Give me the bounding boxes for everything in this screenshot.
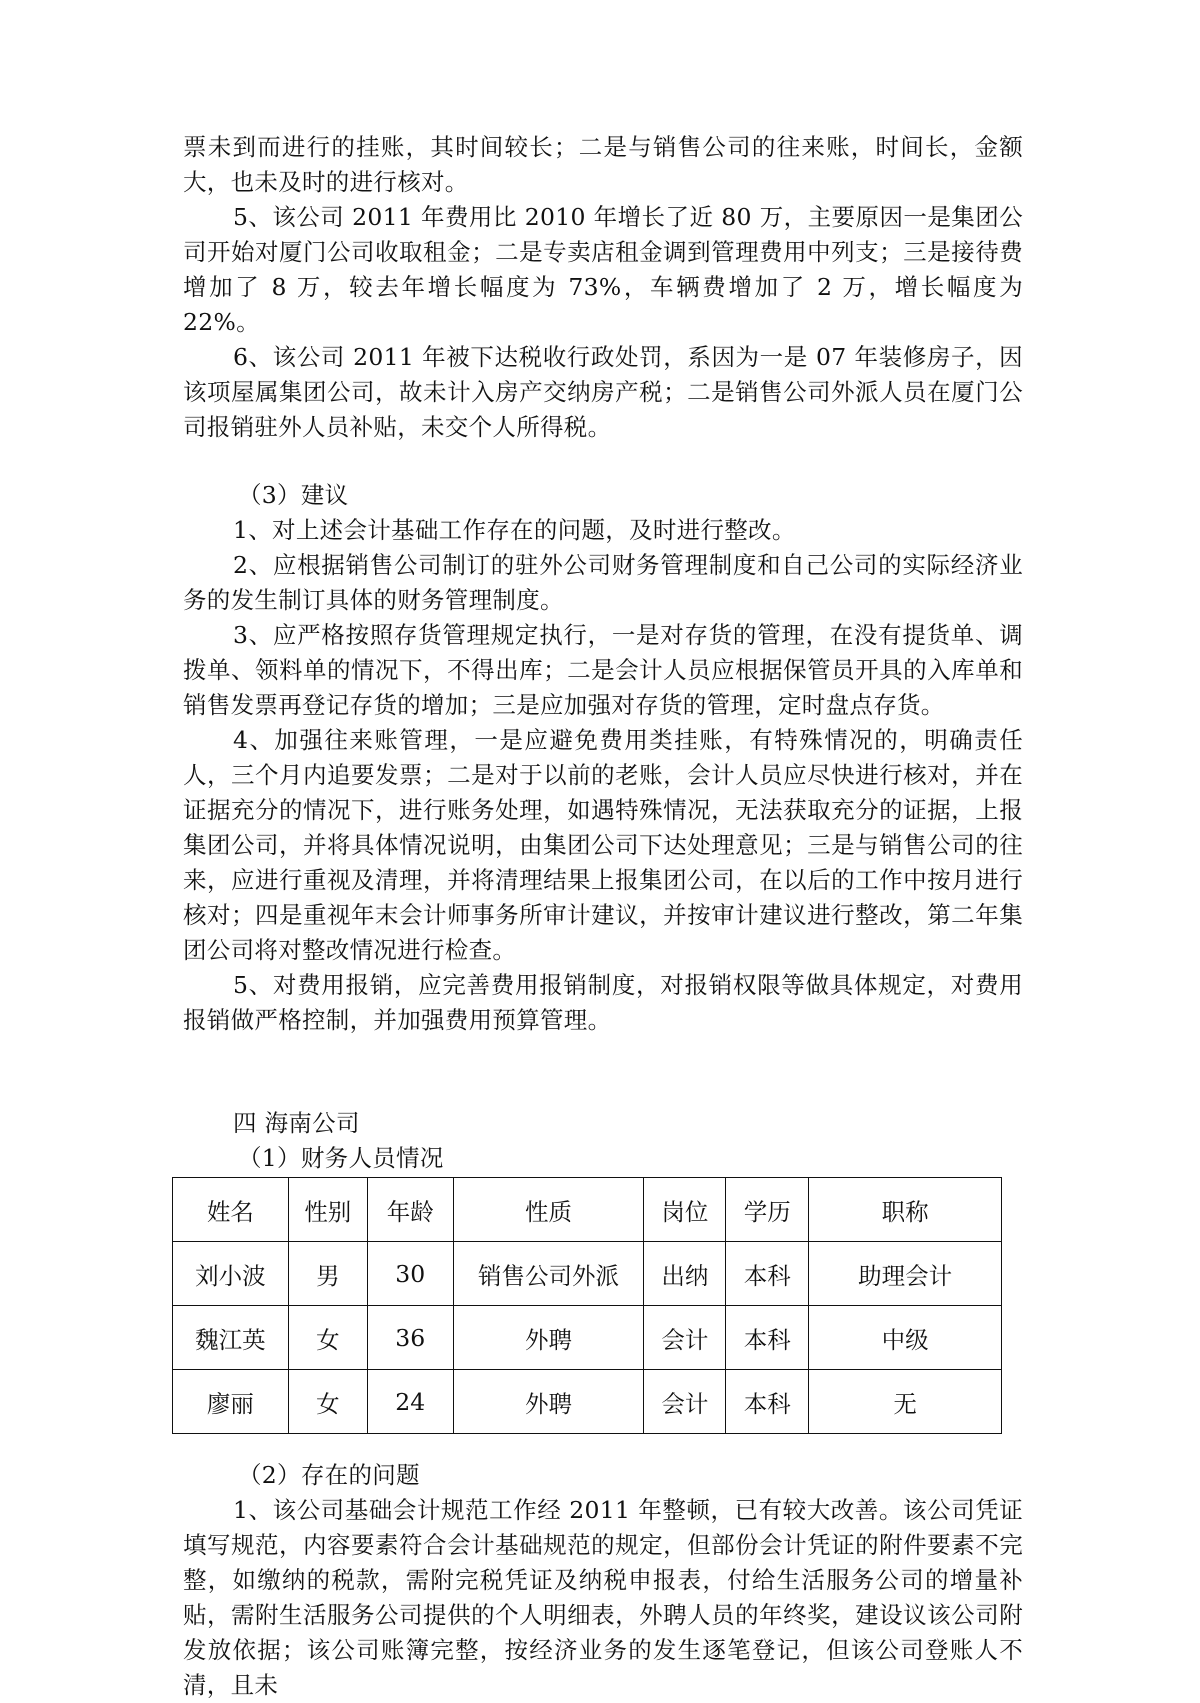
document-page [183, 130, 1023, 1703]
table-cell: 销售公司外派 [453, 1242, 644, 1306]
table-cell: 会计 [644, 1370, 726, 1434]
header-cell-education: 学历 [726, 1178, 809, 1242]
staff-table [172, 1177, 1002, 1434]
section-title: 四 海南公司 [233, 1109, 360, 1137]
header-cell-age: 年龄 [367, 1178, 453, 1242]
header-cell-nature: 性质 [453, 1178, 644, 1242]
table-cell: 中级 [809, 1306, 1002, 1370]
table-cell: 30 [367, 1242, 453, 1306]
table-cell: 出纳 [644, 1242, 726, 1306]
table-cell: 廖丽 [173, 1370, 289, 1434]
paragraph-item-5: 5、该公司 2011 年费用比 2010 年增长了近 80 万，主要原因一是集团公司开始对厦门公司收取租金；二是专卖店租金调到管理费用中列支；三是接待费增加了 8 万，较去年增长幅度为 73%，车辆费增加了 2 万，增长幅度为 22%。 [183, 203, 1023, 336]
table-cell: 外聘 [453, 1306, 644, 1370]
table-cell: 会计 [644, 1306, 726, 1370]
suggestion-item-4: 4、加强往来账管理，一是应避免费用类挂账，有特殊情况的，明确责任人，三个月内追要发票；二是对于以前的老账，会计人员应尽快进行核对，并在证据充分的情况下，进行账务处理，如遇特殊情况，无法获取充分的证据，上报集团公司，并将具体情况说明，由集团公司下达处理意见；三是与销售公司的往来，应进行重视及清理，并将清理结果上报集团公司，在以后的工作中按月进行核对；四是重视年末会计师事务所审计建议，并按审计建议进行整改，第二年集团公司将对整改情况进行检查。 [183, 726, 1023, 964]
table-cell: 本科 [726, 1242, 809, 1306]
table-cell: 本科 [726, 1370, 809, 1434]
table-cell: 36 [367, 1306, 453, 1370]
suggestions-heading: （3）建议 [238, 481, 349, 509]
suggestion-item-1: 1、对上述会计基础工作存在的问题，及时进行整改。 [233, 516, 796, 544]
table-cell: 女 [288, 1306, 367, 1370]
paragraph-continued: 票未到而进行的挂账，其时间较长；二是与销售公司的往来账，时间长，金额大，也未及时的进行核对。 [183, 133, 1023, 196]
table-row [173, 1242, 1002, 1306]
table-cell: 本科 [726, 1306, 809, 1370]
header-cell-position: 岗位 [644, 1178, 726, 1242]
spacer [183, 445, 1023, 478]
paragraph-item-6: 6、该公司 2011 年被下达税收行政处罚，系因为一是 07 年装修房子，因该项屋属集团公司，故未计入房产交纳房产税；二是销售公司外派人员在厦门公司报销驻外人员补贴，未交个人所得税。 [183, 343, 1023, 441]
header-cell-name: 姓名 [173, 1178, 289, 1242]
problems-heading: （2）存在的问题 [238, 1461, 420, 1489]
spacer [183, 1038, 1023, 1106]
table-row [173, 1370, 1002, 1434]
table-cell: 无 [809, 1370, 1002, 1434]
table-row [173, 1306, 1002, 1370]
suggestion-item-3: 3、应严格按照存货管理规定执行，一是对存货的管理，在没有提货单、调拨单、领料单的情况下，不得出库；二是会计人员应根据保管员开具的入库单和销售发票再登记存货的增加；三是应加强对存货的管理，定时盘点存货。 [183, 621, 1023, 719]
suggestion-item-2: 2、应根据销售公司制订的驻外公司财务管理制度和自己公司的实际经济业务的发生制订具体的财务管理制度。 [183, 551, 1023, 614]
table-cell: 外聘 [453, 1370, 644, 1434]
header-cell-gender: 性别 [288, 1178, 367, 1242]
staff-heading: （1）财务人员情况 [238, 1144, 444, 1172]
table-cell: 女 [288, 1370, 367, 1434]
header-cell-title: 职称 [809, 1178, 1002, 1242]
table-cell: 魏江英 [173, 1306, 289, 1370]
table-cell: 刘小波 [173, 1242, 289, 1306]
suggestion-item-5: 5、对费用报销，应完善费用报销制度，对报销权限等做具体规定，对费用报销做严格控制，并加强费用预算管理。 [183, 971, 1023, 1034]
table-cell: 24 [367, 1370, 453, 1434]
problem-item-1: 1、该公司基础会计规范工作经 2011 年整顿，已有较大改善。该公司凭证填写规范，内容要素符合会计基础规范的规定，但部份会计凭证的附件要素不完整，如缴纳的税款，需附完税凭证及纳税申报表，付给生活服务公司的增量补贴，需附生活服务公司提供的个人明细表，外聘人员的年终奖，建设议该公司附发放依据；该公司账簿完整，按经济业务的发生逐笔登记，但该公司登账人不清，且未 [183, 1496, 1023, 1699]
table-header-row [173, 1178, 1002, 1242]
table-cell: 助理会计 [809, 1242, 1002, 1306]
table-cell: 男 [288, 1242, 367, 1306]
